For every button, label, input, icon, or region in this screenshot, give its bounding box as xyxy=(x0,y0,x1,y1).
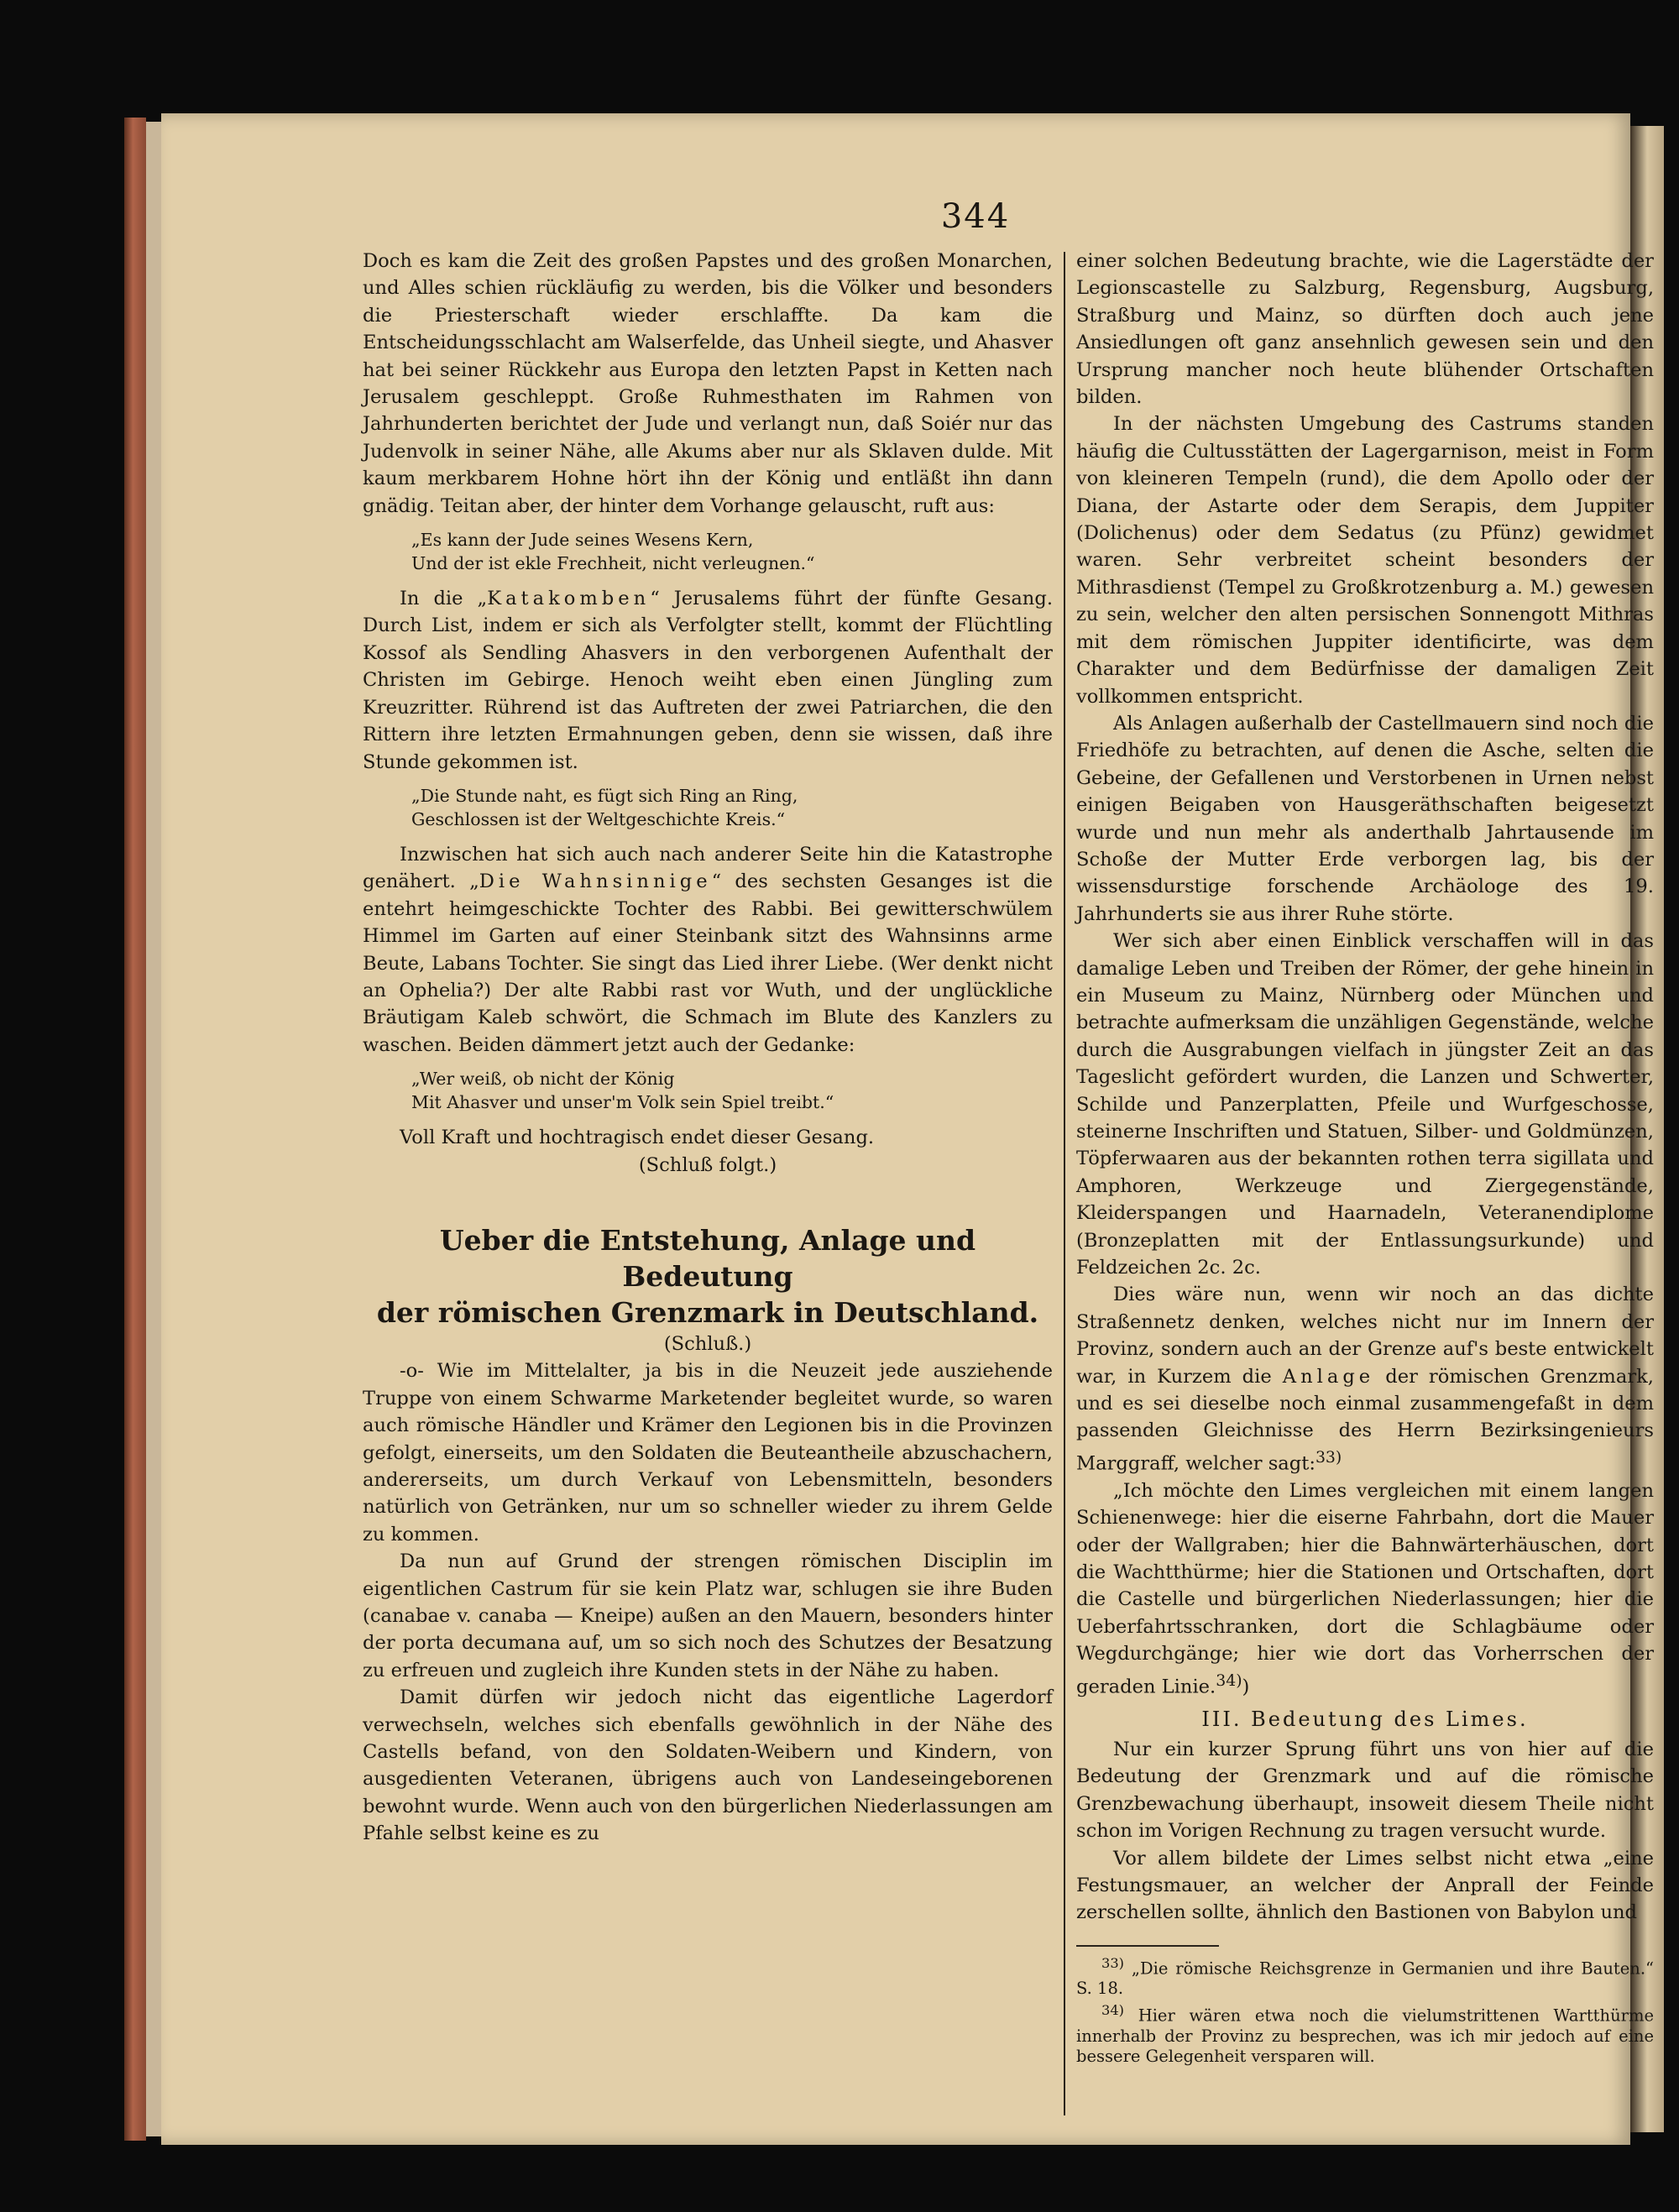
paragraph: Wer sich aber einen Einblick verschaffen will in das damalige Leben und Treiben der Römer, der gehe hinein in ein Museum zu Mainz, Nürnberg oder München und betrachte aufmerksam die unzähligen Gegenstände, welche durch die Ausgrabungen vielfach in jüngster Zeit an das Tageslicht gefördert wurden, die Lanzen und Schwerter, Schilde und Panzerplatten, Pfeile und Wurfgeschosse, steinerne Inschriften und Statuen, Silber- und Goldmünzen, Töpferwaaren aus der bekannten rothen terra sigillata und Amphoren, Werkzeuge und Ziergegenstände, Kleiderspangen und Haarnadeln, Veteranendiplome (Bronzeplatten mit der Entlassungsurkunde) und Feldzeichen 2c. 2c. xyxy=(1076,930,1654,1279)
paragraph xyxy=(363,585,1053,776)
footnote-text: „Die römische Reichsgrenze in Germanien und ihre Bauten.“ S. 18. xyxy=(1076,1958,1654,1999)
article-title-line: Ueber die Entstehung, Anlage und Bedeutung xyxy=(439,1223,976,1293)
book-page xyxy=(161,113,1654,2145)
footnote xyxy=(1076,2000,1654,2067)
article-subtitle: (Schluß.) xyxy=(663,1332,752,1355)
paragraph: Doch es kam die Zeit des großen Papstes und des großen Monarchen, und Alles schien rückläufig zu werden, bis die Völker und besonders die Priesterschaft wieder erschlaffte. Da kam die Entscheidungsschlacht am Walserfelde, das Unheil siegte, und Ahasver hat bei seiner Rückkehr aus Europa den letzten Papst in Ketten nach Jerusalem geschleppt. Große Ruhmesthaten im Rahmen von Jahrhunderten berichtet der Jude und verlangt nun, daß Soiér nur das Judenvolk in seiner Nähe, alle Akums aber nur als Sklaven dulde. Mit kaum merkbarem Hohne hört ihn der König und entläßt ihn dann gnädig. Teitan aber, der hinter dem Vorhange gelauscht, ruft aus: xyxy=(363,250,1053,517)
text: „Ich möchte den Limes vergleichen mit einem langen Schienenwege: hier die eiserne Fahrbahn, dort die Mauer oder der Wallgraben; hier die Bahnwärterhäuschen, dort die Wachtthürme; hier die Stationen und Ortschaften, dort die Castelle und bürgerlichen Niederlassungen; hier die Ueberfahrtsschranken, dort die Schlagbäume oder Wegdurchgänge; hier wie dort das Vorherrschen der geraden Linie. xyxy=(1076,1479,1654,1698)
section-heading: III. Bedeutung des Limes. xyxy=(1201,1707,1529,1731)
paragraph: Da nun auf Grund der strengen römischen Disciplin im eigentlichen Castrum für sie kein Platz war, schlugen sie ihre Buden (canabae v. canaba — Kneipe) außen an den Mauern, besonders hinter der porta decumana auf, um so sich noch des Schutzes der Besatzung zu erfreuen und zugleich ihre Kunden stets in der Nähe zu haben. xyxy=(363,1550,1053,1681)
verse-line: Geschlossen ist der Weltgeschichte Kreis.“ xyxy=(411,808,786,829)
right-column xyxy=(1076,248,1654,2067)
column-divider xyxy=(1064,252,1065,2115)
paragraph xyxy=(1076,1477,1654,1701)
verse-line: „Die Stunde naht, es fügt sich Ring an Ring, xyxy=(411,785,798,806)
book-spine xyxy=(124,118,146,2141)
text: “ des sechsten Gesanges ist die entehrt heimgeschickte Tochter des Rabbi. Bei gewitterschwülem Himmel im Garten auf einer Steinbank sitzt des Wahnsinns arme Beute, Labans Tochter. Sie singt das Lied ihrer Liebe. (Wer denkt nicht an Ophelia?) Der alte Rabbi rast vor Wuth, und der unglückliche Bräutigam Kaleb schwört, die Schmach im Blute des Kanzlers zu waschen. Beiden dämmert jetzt auch der Gedanke: xyxy=(363,871,1053,1056)
paragraph: Voll Kraft und hochtragisch endet dieser Gesang. xyxy=(400,1127,875,1149)
verse-quote xyxy=(411,528,1053,575)
verse-quote xyxy=(411,1067,1053,1114)
paragraph xyxy=(1076,1281,1654,1477)
spaced-text: Die Wahnsinnige xyxy=(479,871,712,893)
article-title xyxy=(363,1222,1053,1331)
paragraph: In der nächsten Umgebung des Castrums standen häufig die Cultusstätten der Lagergarnison, meist in Form von kleineren Tempeln (rund), die dem Apollo oder der Diana, der Astarte oder dem Serapis, dem Juppiter (Dolichenus) oder dem Sedatus (zu Pfünz) gewidmet waren. Sehr verbreitet scheint besonders der Mithrasdienst (Tempel zu Großkrotzenburg a. M.) gewesen zu sein, welcher den alten persischen Sonnengott Mithras mit dem römischen Juppiter identificirte, was dem Charakter und dem Bedürfnisse der damaligen Zeit vollkommen entspricht. xyxy=(1076,413,1654,708)
left-column xyxy=(363,248,1053,1848)
verse-quote xyxy=(411,784,1053,831)
book-edge xyxy=(146,122,161,2136)
footnote-mark: 34) xyxy=(1101,2002,1125,2019)
verse-line: „Es kann der Jude seines Wesens Kern, xyxy=(411,530,754,551)
footnote-rule xyxy=(1076,1945,1219,1947)
spaced-text: Anlage xyxy=(1282,1365,1375,1388)
paragraph: Vor allem bildete der Limes selbst nicht etwa „eine Festungsmauer, an welcher der Anprall der Feinde zerschellen sollte, ähnlich den Bastionen von Babylon und xyxy=(1076,1847,1654,1924)
continuation-note: (Schluß folgt.) xyxy=(638,1153,777,1176)
paragraph: einer solchen Bedeutung brachte, wie die Lagerstädte der Legionscastelle zu Salzburg, Regensburg, Augsburg, Straßburg und Mainz, so dürften doch auch jene Ansiedlungen oft ganz ansehnlich gewesen sein und den Ursprung mancher noch heute blühender Ortschaften bilden. xyxy=(1076,250,1654,409)
footnote-reference: 33) xyxy=(1315,1448,1342,1467)
paragraph xyxy=(363,841,1053,1059)
text: der römischen Grenzmark, und es sei dieselbe noch einmal zusammengefaßt in dem passenden Gleichnisse des Herrn Bezirksingenieurs Marggraff, welcher sagt: xyxy=(1076,1365,1654,1475)
footnote-text: Hier wären etwa noch die vielumstrittenen Wartthürme innerhalb der Provinz zu besprechen, was ich mir jedoch auf eine bessere Gelegenheit versparen will. xyxy=(1076,2005,1654,2066)
paragraph: Nur ein kurzer Sprung führt uns von hier auf die Bedeutung der Grenzmark und auf die römische Grenzbewachung überhaupt, insoweit diesem Theile nicht schon im Vorigen Rechnung zu tragen versucht wurde. xyxy=(1076,1739,1654,1843)
text: ) xyxy=(1242,1676,1250,1698)
verse-line: „Wer weiß, ob nicht der König xyxy=(411,1069,675,1090)
paragraph: -o- Wie im Mittelalter, ja bis in die Neuzeit jede ausziehende Truppe von einem Schwarme Marketender begleitet wurde, so waren auch römische Händler und Krämer den Legionen bis in die Provinzen gefolgt, einerseits, um den Soldaten die Beuteantheile abzuschachern, andererseits, um durch Verkauf von Lebensmitteln, besonders natürlich von Getränken, nur um so schneller wieder zu ihrem Gelde zu kommen. xyxy=(363,1360,1053,1545)
footnote xyxy=(1076,1953,1654,2000)
verse-line: Und der ist ekle Frechheit, nicht verleugnen.“ xyxy=(411,553,815,574)
paragraph: Damit dürfen wir jedoch nicht das eigentliche Lagerdorf verwechseln, welches sich ebenfalls gewöhnlich in der Nähe des Castells befand, von den Soldaten-Weibern und Kindern, von ausgedienten Veteranen, übrigens auch von Landeseingeborenen bewohnt wurde. Wenn auch von den bürgerlichen Niederlassungen am Pfahle selbst keine es zu xyxy=(363,1686,1053,1845)
footnote-reference: 34) xyxy=(1216,1671,1242,1690)
page-number: 344 xyxy=(940,197,1011,236)
spaced-text: Katakomben xyxy=(487,588,651,610)
text: Dies wäre nun, wenn wir noch an das dichte Straßennetz denken, welches nicht nur im Innern der Provinz, sondern auch an der Grenze auf's beste entwickelt war, in Kurzem die xyxy=(1076,1284,1654,1388)
verse-line: Mit Ahasver und unser'm Volk sein Spiel treibt.“ xyxy=(411,1092,834,1113)
text: In die „ xyxy=(400,588,488,610)
text: Inzwischen hat sich auch nach anderer Seite hin die Katastrophe genähert. „ xyxy=(363,843,1053,893)
article-title-line: der römischen Grenzmark in Deutschland. xyxy=(376,1295,1039,1329)
paragraph: Als Anlagen außerhalb der Castellmauern sind noch die Friedhöfe zu betrachten, auf denen die Asche, selten die Gebeine, der Gefallenen und Verstorbenen in Urnen nebst einigen Beigaben von Hausgeräthschaften beigesetzt wurde und nun mehr als anderthalb Jahrtausende im Schoße der Mutter Erde verborgen lag, bis der wissensdurstige forschende Archäologe des 19. Jahrhunderts sie aus ihrer Ruhe störte. xyxy=(1076,712,1654,925)
text: “ Jerusalems führt der fünfte Gesang. Durch List, indem er sich als Verfolgter stellt, kommt der Flüchtling Kossof als Sendling Ahasvers in den verborgenen Aufenthalt der Christen im Gebirge. Henoch weiht eben einen Jüngling zum Kreuzritter. Rührend ist das Auftreten der zwei Patriarchen, die den Rittern ihre letzten Ermahnungen geben, denn sie wissen, daß ihre Stunde gekommen ist. xyxy=(363,588,1054,773)
footnote-mark: 33) xyxy=(1101,1954,1125,1971)
